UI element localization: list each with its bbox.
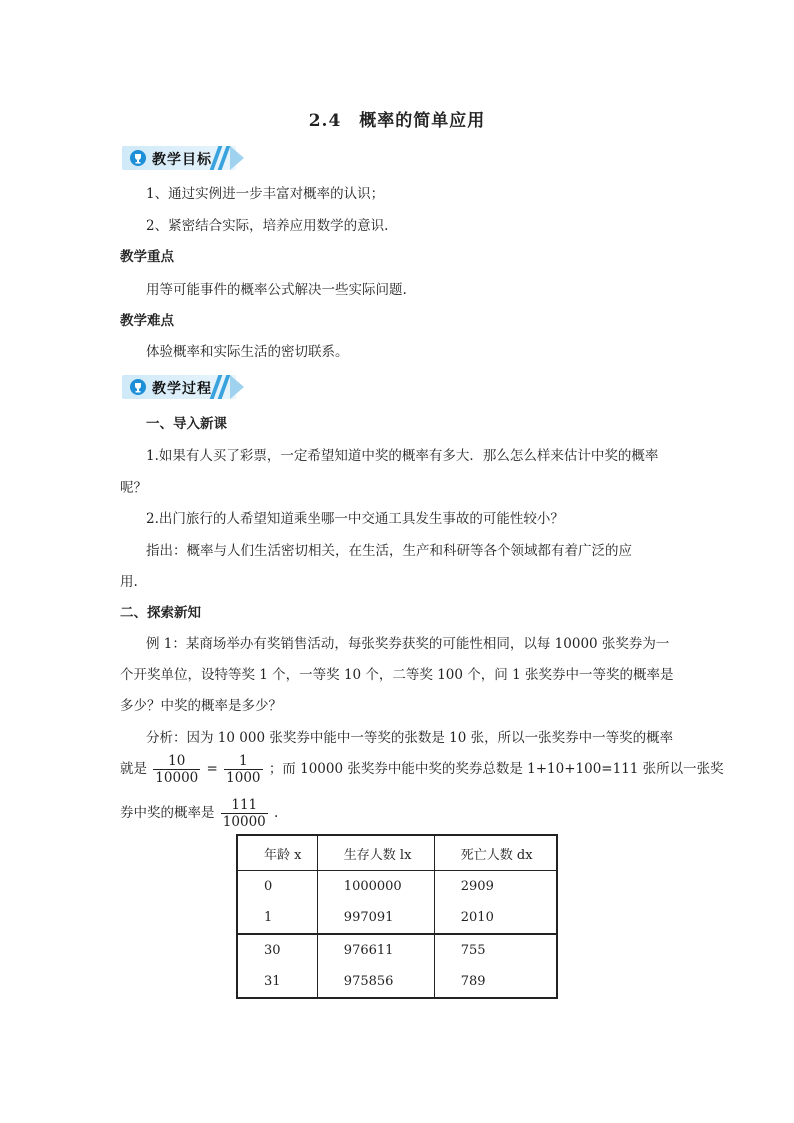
table-header: 年龄 x xyxy=(237,835,317,871)
table-cell: 2909 xyxy=(434,871,557,903)
table-cell: 2010 xyxy=(434,902,557,934)
life-table xyxy=(236,834,558,999)
part2-heading: 二、探索新知 xyxy=(120,605,201,621)
table-row xyxy=(237,966,557,998)
key-point-text: 用等可能事件的概率公式解决一些实际问题. xyxy=(146,282,407,298)
paragraph: 呢？ xyxy=(120,480,147,496)
trophy-icon xyxy=(130,150,146,166)
formula-line: 券中奖的概率是 $\frac{111}{10000}$ . xyxy=(120,797,279,830)
page-title: 2.4 概率的简单应用 xyxy=(308,111,486,131)
difficulty-heading: 教学难点 xyxy=(120,313,174,329)
paragraph: 1.如果有人买了彩票，一定希望知道中奖的概率有多大．那么怎么样来估计中奖的概率 xyxy=(146,448,659,464)
section-banner-process xyxy=(122,375,246,399)
table-cell: 31 xyxy=(264,974,281,989)
table-cell: 1000000 xyxy=(317,871,434,903)
table-cell: 789 xyxy=(434,966,557,998)
fraction: $\frac{1}{1000}$ xyxy=(226,753,261,786)
fraction: $\frac{111}{10000}$ xyxy=(222,797,266,830)
table-header: 死亡人数 dx xyxy=(434,835,557,871)
table-cell: 0 xyxy=(264,879,273,894)
table-row xyxy=(237,934,557,966)
table-cell: 30 xyxy=(237,934,317,966)
part1-heading: 一、导入新课 xyxy=(146,416,227,432)
table-cell: 1 xyxy=(264,910,273,925)
table-cell: 976611 xyxy=(317,934,434,966)
table-header-row xyxy=(237,835,557,871)
table-cell: 975856 xyxy=(317,966,434,998)
table-header: 生存人数 lx xyxy=(317,835,434,871)
section-label: 教学目标 xyxy=(152,152,212,168)
section-label: 教学过程 xyxy=(152,381,212,397)
table-row xyxy=(237,902,557,934)
formula-line: 就是 $\frac{10}{10000}$ = $\frac{1}{1000}$ ；而 10000 张奖券中能中奖的奖券总数是 1+10+100=111 张所以一张奖 xyxy=(120,753,724,786)
table-row xyxy=(237,871,557,903)
paragraph: 多少？中奖的概率是多少？ xyxy=(120,698,282,714)
paragraph: 分析：因为 10 000 张奖券中能中一等奖的张数是 10 张，所以一张奖券中一等奖的概率 xyxy=(146,730,674,746)
paragraph: 例 1：某商场举办有奖销售活动，每张奖券获奖的可能性相同，以每 10000 张奖券为一 xyxy=(146,636,670,652)
table-cell: 997091 xyxy=(317,902,434,934)
paragraph: 个开奖单位，设特等奖 1 个，一等奖 10 个，二等奖 100 个，问 1 张奖券中一等奖的概率是 xyxy=(120,667,674,683)
table-cell: 755 xyxy=(434,934,557,966)
trophy-icon xyxy=(130,379,146,395)
section-banner-objectives xyxy=(122,146,246,170)
paragraph: 2.出门旅行的人希望知道乘坐哪一中交通工具发生事故的可能性较小？ xyxy=(146,511,564,527)
difficulty-text: 体验概率和实际生活的密切联系。 xyxy=(146,344,349,360)
fraction: $\frac{10}{10000}$ xyxy=(155,753,199,786)
objective-item: 2、紧密结合实际，培养应用数学的意识. xyxy=(146,218,389,234)
paragraph: 指出：概率与人们生活密切相关，在生活，生产和科研等各个领域都有着广泛的应 xyxy=(146,543,632,559)
key-point-heading: 教学重点 xyxy=(120,249,174,265)
paragraph: 用. xyxy=(120,574,138,590)
objective-item: 1、通过实例进一步丰富对概率的认识； xyxy=(146,186,385,202)
